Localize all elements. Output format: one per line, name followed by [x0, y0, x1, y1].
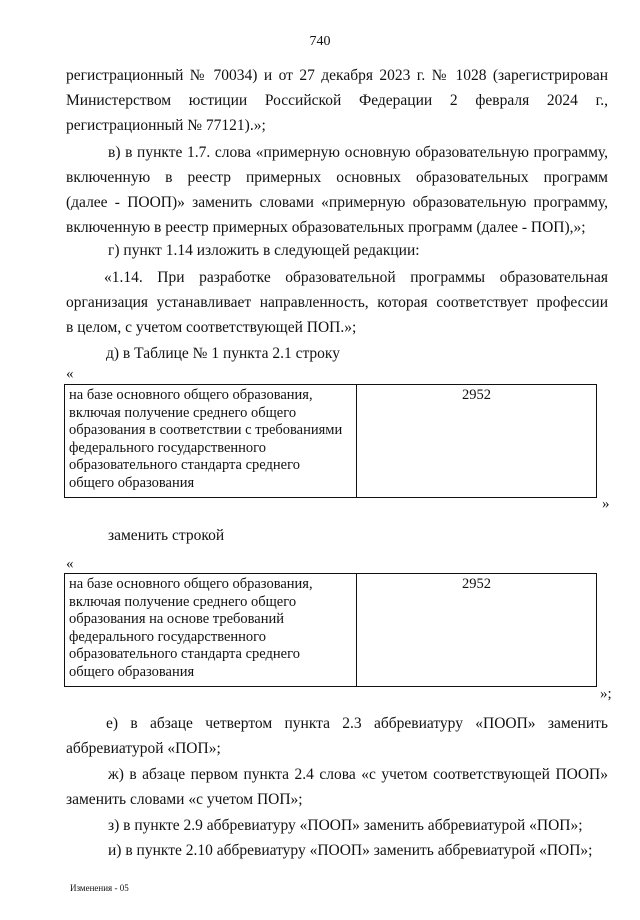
table-cell-line: образовательного стандарта среднего [69, 646, 300, 662]
paragraph-line: ж) в абзаце первом пункта 2.4 слова «с учетом соответствующей ПООП» [108, 766, 608, 783]
footer-label: Изменения - 05 [70, 883, 129, 893]
paragraph-line: аббревиатурой «ПОП»; [66, 740, 221, 757]
table-cell-line: на базе основного общего образования, [69, 576, 313, 592]
paragraph-line: заменить словами «с учетом ПОП»; [66, 791, 303, 808]
table-cell-line: федерального государственного [69, 439, 267, 456]
table-old-description [65, 385, 357, 498]
paragraph-line: Министерством юстиции Российской Федерации 2 февраля 2024 г., [66, 92, 608, 109]
paragraph-line: заменить строкой [108, 527, 225, 544]
page-number: 740 [309, 34, 331, 49]
table-new-row [64, 573, 597, 687]
table-cell-line: федерального государственного [69, 628, 267, 645]
paragraph-line: организация устанавливает направленность, которая соответствует профессии [66, 294, 608, 311]
open-quote: « [66, 556, 74, 572]
paragraph-line: в) в пункте 1.7. слова «примерную основную образовательную программу, [108, 144, 608, 161]
paragraph-line: е) в абзаце четвертом пункта 2.3 аббревиатуру «ПООП» заменить [106, 715, 608, 732]
table-new-value: 2952 [357, 574, 597, 687]
paragraph-line: д) в Таблице № 1 пункта 2.1 строку [106, 345, 340, 362]
paragraph-line: и) в пункте 2.10 аббревиатуру «ПООП» заменить аббревиатурой «ПОП»; [108, 842, 593, 859]
table-cell-line: образования в соответствии с требованиями [69, 422, 343, 438]
table-cell-line: включая получение среднего общего [69, 593, 297, 610]
table-old-row [64, 384, 597, 498]
paragraph-line: регистрационный № 77121).»; [66, 117, 266, 134]
paragraph-line: регистрационный № 70034) и от 27 декабря 2023 г. № 1028 (зарегистрирован [66, 67, 608, 84]
table-cell-line: включая получение среднего общего [69, 404, 297, 421]
table-new-description [65, 574, 357, 687]
table-old-value: 2952 [357, 385, 597, 498]
paragraph-line: «1.14. При разработке образовательной программы образовательная [104, 269, 608, 286]
table-cell-line: образования на основе требований [69, 611, 285, 627]
paragraph-line: г) пункт 1.14 изложить в следующей редакции: [108, 242, 420, 259]
paragraph-line: з) в пункте 2.9 аббревиатуру «ПООП» заменить аббревиатурой «ПОП»; [108, 817, 583, 834]
paragraph-line: включенную в реестр примерных основных образовательных программ [66, 169, 608, 186]
table-cell-line: общего образования [69, 474, 195, 491]
table-cell-line: общего образования [69, 663, 195, 680]
close-quote: » [602, 496, 610, 512]
table-cell-line: на базе основного общего образования, [69, 387, 313, 403]
paragraph-line: включенную в реестр примерных образовательных программ (далее - ПОП),»; [66, 219, 586, 236]
paragraph-line: в целом, с учетом соответствующей ПОП.»; [66, 319, 357, 336]
table-cell-line: образовательного стандарта среднего [69, 457, 300, 473]
open-quote: « [66, 366, 74, 382]
paragraph-line: (далее - ПООП)» заменить словами «примерную образовательную программу, [66, 194, 608, 211]
close-quote: »; [600, 686, 612, 702]
